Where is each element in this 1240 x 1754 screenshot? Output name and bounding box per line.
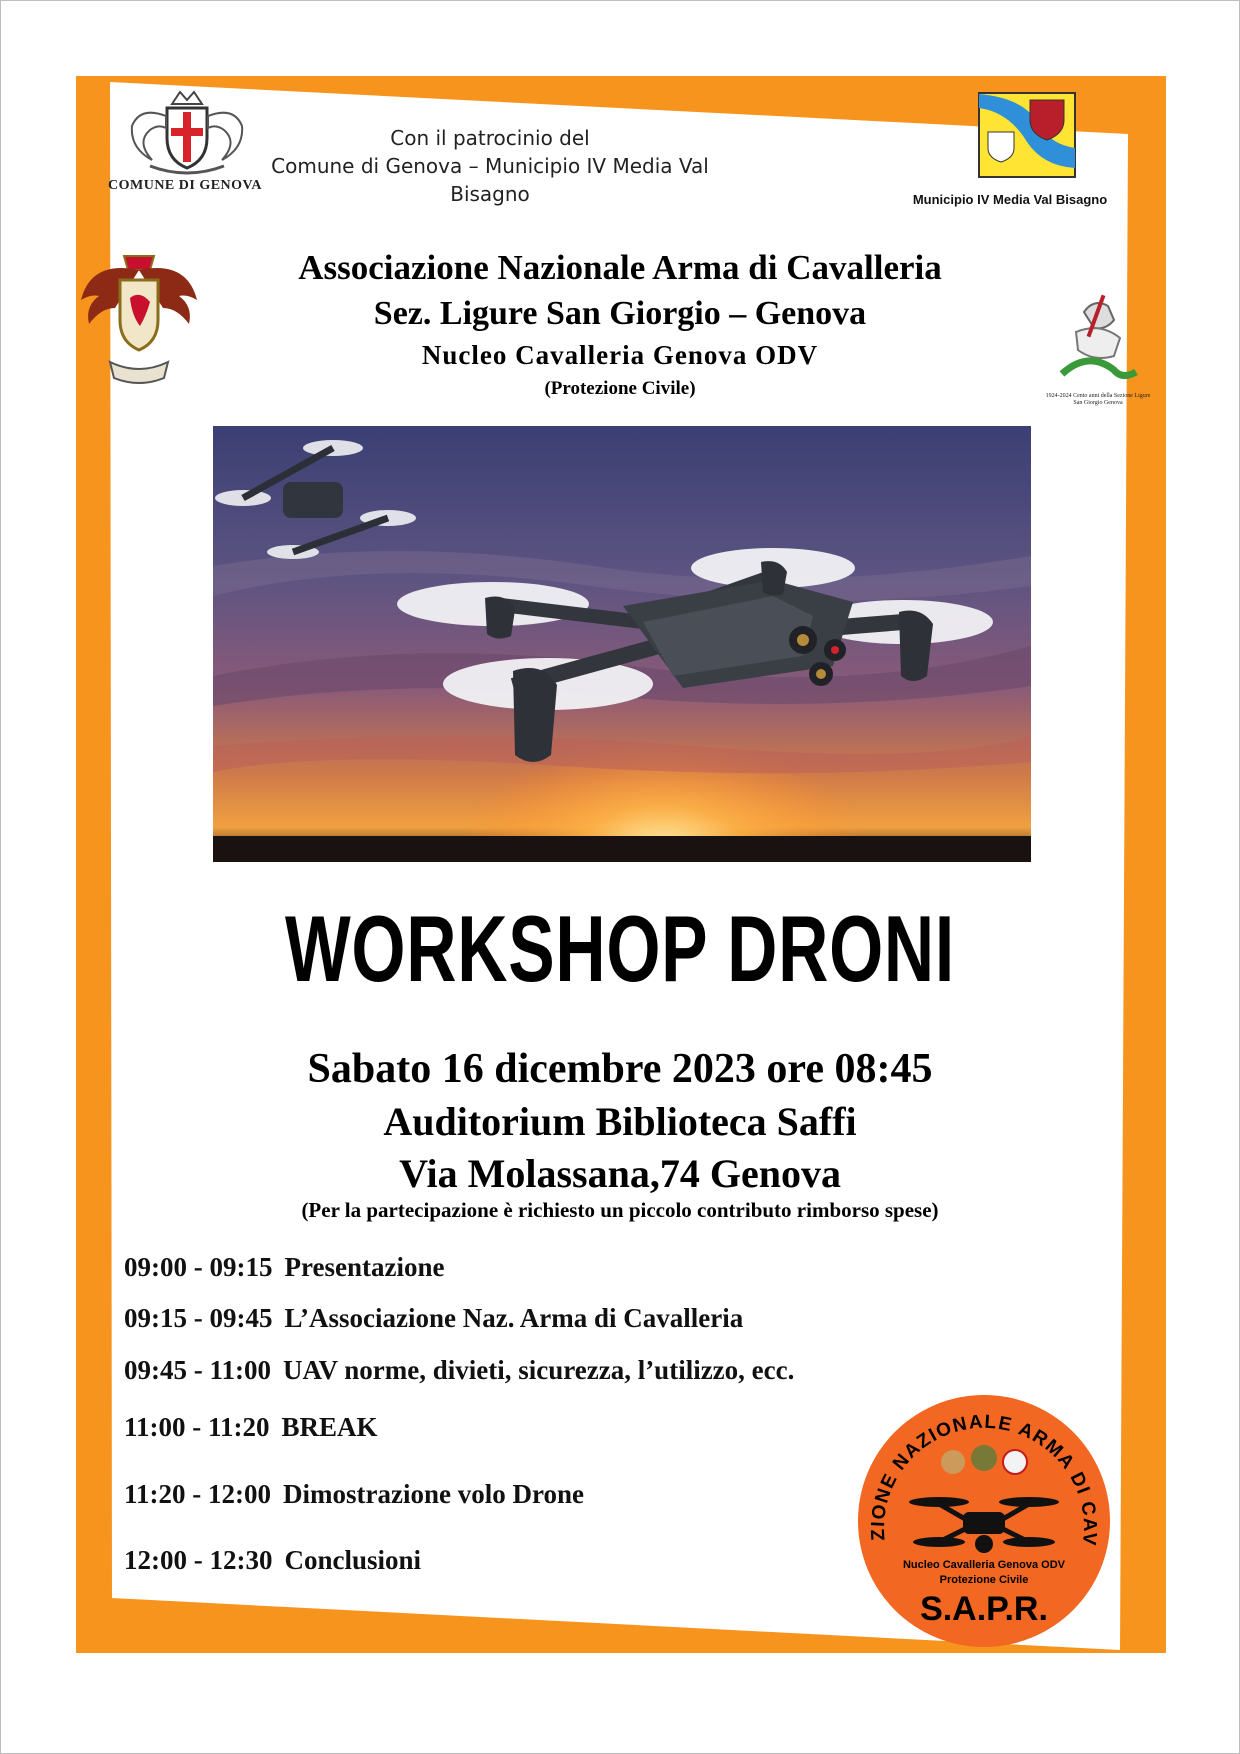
schedule-row [124, 1303, 743, 1334]
schedule-time: 12:00 - 12:30 [124, 1545, 273, 1575]
schedule-time: 09:15 - 09:45 [124, 1303, 273, 1333]
comune-caption: COMUNE DI GENOVA [108, 178, 262, 193]
workshop-title: WORKSHOP DRONI [285, 896, 955, 1001]
schedule-time: 11:20 - 12:00 [124, 1479, 271, 1509]
event-venue: Auditorium Biblioteca Saffi [383, 1099, 857, 1144]
event-date: Sabato 16 dicembre 2023 ore 08:45 [307, 1046, 933, 1092]
patrocinio-text [260, 124, 720, 208]
schedule-item: Presentazione [284, 1252, 445, 1282]
centenary-caption: 1924-2024 Cento anni della Sezione Ligure San Giorgio Genova [1045, 393, 1151, 406]
municipio-caption: Municipio IV Media Val Bisagno [912, 192, 1108, 207]
badge-ring-text: ZIONE NAZIONALE ARMA DI CAV [867, 1411, 1101, 1547]
patrocinio-line1: Con il patrocinio del [390, 126, 590, 150]
sapr-badge [855, 1392, 1113, 1650]
schedule-row [124, 1355, 794, 1386]
comune-genova-logo [122, 86, 252, 178]
association-civil-protection: (Protezione Civile) [544, 378, 696, 399]
association-nucleus: Nucleo Cavalleria Genova ODV [421, 340, 819, 370]
schedule-row [124, 1252, 444, 1283]
schedule-item: Conclusioni [284, 1545, 422, 1575]
patrocinio-line2: Comune di Genova – Municipio IV Media Val Bisagno [271, 154, 709, 206]
schedule-item: Dimostrazione volo Drone [282, 1479, 584, 1509]
schedule-time: 09:45 - 11:00 [124, 1355, 271, 1385]
association-section: Sez. Ligure San Giorgio – Genova [373, 295, 867, 332]
schedule-item: UAV norme, divieti, sicurezza, l’utilizzo, ecc. [282, 1355, 795, 1385]
badge-acronym: S.A.P.R. [920, 1590, 1048, 1628]
event-note: (Per la partecipazione è richiesto un piccolo contributo rimborso spese) [301, 1198, 939, 1222]
drone-sunset-photo [213, 426, 1031, 862]
municipio-logo [978, 92, 1076, 178]
badge-line1: Nucleo Cavalleria Genova ODV [902, 1559, 1066, 1571]
schedule-row [124, 1479, 584, 1510]
schedule-item: L’Associazione Naz. Arma di Cavalleria [284, 1303, 744, 1333]
schedule-time: 09:00 - 09:15 [124, 1252, 273, 1282]
schedule-row [124, 1412, 378, 1443]
association-name: Associazione Nazionale Arma di Cavalleria [298, 248, 942, 287]
schedule-item: BREAK [281, 1412, 378, 1442]
badge-line2: Protezione Civile [939, 1574, 1029, 1586]
schedule-row [124, 1545, 421, 1576]
event-address: Via Molassana,74 Genova [399, 1151, 841, 1196]
schedule-time: 11:00 - 11:20 [124, 1412, 270, 1442]
